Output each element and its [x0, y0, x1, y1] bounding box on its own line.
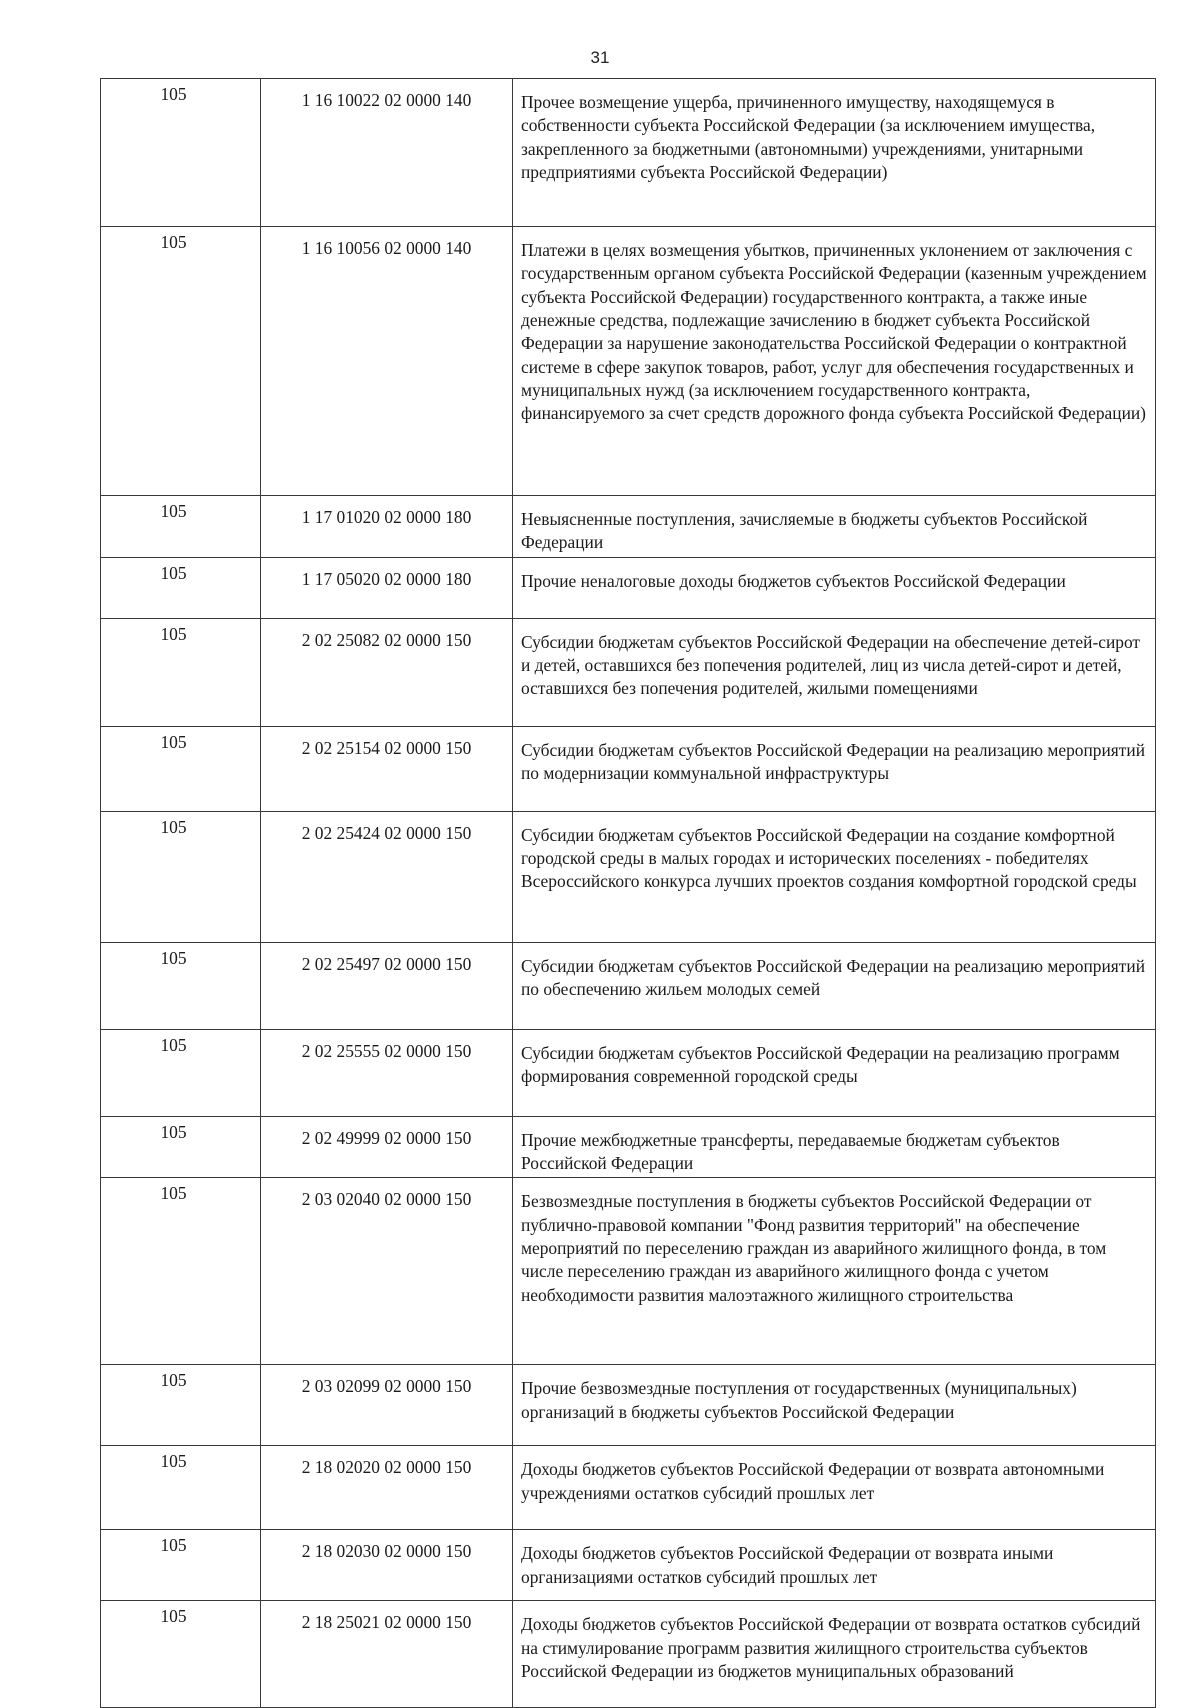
description-cell: Прочие межбюджетные трансферты, передаваемые бюджетам субъектов Российской Федерации	[513, 1116, 1156, 1178]
budget-code-cell: 1 16 10056 02 0000 140	[261, 227, 513, 496]
budget-code-cell: 2 02 25497 02 0000 150	[261, 942, 513, 1029]
admin-code-cell: 105	[101, 1601, 261, 1708]
admin-code-cell: 105	[101, 726, 261, 811]
admin-code-cell: 105	[101, 1178, 261, 1365]
admin-code-cell: 105	[101, 618, 261, 726]
budget-code-cell: 2 03 02099 02 0000 150	[261, 1365, 513, 1446]
budget-code-cell: 2 18 02030 02 0000 150	[261, 1530, 513, 1601]
table-row	[101, 1178, 1156, 1365]
description-cell: Прочие неналоговые доходы бюджетов субъектов Российской Федерации	[513, 557, 1156, 618]
budget-code-cell: 1 17 01020 02 0000 180	[261, 496, 513, 558]
admin-code-cell: 105	[101, 557, 261, 618]
page-number: 31	[590, 48, 610, 67]
budget-code-cell: 2 02 25555 02 0000 150	[261, 1029, 513, 1116]
table-row	[101, 1029, 1156, 1116]
budget-code-cell: 2 02 49999 02 0000 150	[261, 1116, 513, 1178]
table-row	[101, 496, 1156, 558]
description-cell: Субсидии бюджетам субъектов Российской Федерации на обеспечение детей-сирот и детей, оставшихся без попечения родителей, лиц из числа детей-сирот и детей, оставшихся без попечения родителей, жилыми помещениями	[513, 618, 1156, 726]
table-row	[101, 557, 1156, 618]
table-row	[101, 1116, 1156, 1178]
description-cell: Субсидии бюджетам субъектов Российской Федерации на реализацию программ формирования современной городской среды	[513, 1029, 1156, 1116]
admin-code-cell: 105	[101, 1116, 261, 1178]
admin-code-cell: 105	[101, 496, 261, 558]
admin-code-cell: 105	[101, 1530, 261, 1601]
description-cell: Субсидии бюджетам субъектов Российской Федерации на реализацию мероприятий по модернизации коммунальной инфраструктуры	[513, 726, 1156, 811]
description-cell: Платежи в целях возмещения убытков, причиненных уклонением от заключения с государственным органом субъекта Российской Федерации (казенным учреждением субъекта Российской Федерации) государственного контракта, а также иные денежные средства, подлежащие зачислению в бюджет субъекта Российской Федерации за нарушение законодательства Российской Федерации о контрактной системе в сфере закупок товаров, работ, услуг для обеспечения государственных и муниципальных нужд (за исключением государственного контракта, финансируемого за счет средств дорожного фонда субъекта Российской Федерации)	[513, 227, 1156, 496]
table-row	[101, 942, 1156, 1029]
budget-code-cell: 2 03 02040 02 0000 150	[261, 1178, 513, 1365]
budget-code-cell: 2 02 25082 02 0000 150	[261, 618, 513, 726]
admin-code-cell: 105	[101, 1446, 261, 1530]
budget-code-cell: 1 16 10022 02 0000 140	[261, 79, 513, 227]
revenue-codes-table	[100, 78, 1156, 1708]
table-row	[101, 1530, 1156, 1601]
budget-code-cell: 2 02 25424 02 0000 150	[261, 811, 513, 942]
description-cell: Субсидии бюджетам субъектов Российской Федерации на создание комфортной городской среды в малых городах и исторических поселениях - победителях Всероссийского конкурса лучших проектов создания комфортной городской среды	[513, 811, 1156, 942]
description-cell: Доходы бюджетов субъектов Российской Федерации от возврата остатков субсидий на стимулирование программ развития жилищного строительства субъектов Российской Федерации из бюджетов муниципальных образований	[513, 1601, 1156, 1708]
table-row	[101, 227, 1156, 496]
budget-code-cell: 1 17 05020 02 0000 180	[261, 557, 513, 618]
table-row	[101, 1446, 1156, 1530]
budget-code-cell: 2 18 25021 02 0000 150	[261, 1601, 513, 1708]
table-row	[101, 1365, 1156, 1446]
table-row	[101, 79, 1156, 227]
admin-code-cell: 105	[101, 811, 261, 942]
budget-code-cell: 2 18 02020 02 0000 150	[261, 1446, 513, 1530]
description-cell: Невыясненные поступления, зачисляемые в бюджеты субъектов Российской Федерации	[513, 496, 1156, 558]
description-cell: Прочие безвозмездные поступления от государственных (муниципальных) организаций в бюджеты субъектов Российской Федерации	[513, 1365, 1156, 1446]
admin-code-cell: 105	[101, 1365, 261, 1446]
description-cell: Безвозмездные поступления в бюджеты субъектов Российской Федерации от публично-правовой компании "Фонд развития территорий" на обеспечение мероприятий по переселению граждан из аварийного жилищного фонда, в том числе переселению граждан из аварийного жилищного фонда с учетом необходимости развития малоэтажного жилищного строительства	[513, 1178, 1156, 1365]
description-cell: Доходы бюджетов субъектов Российской Федерации от возврата автономными учреждениями остатков субсидий прошлых лет	[513, 1446, 1156, 1530]
table-row	[101, 1601, 1156, 1708]
budget-code-cell: 2 02 25154 02 0000 150	[261, 726, 513, 811]
admin-code-cell: 105	[101, 227, 261, 496]
admin-code-cell: 105	[101, 1029, 261, 1116]
description-cell: Субсидии бюджетам субъектов Российской Федерации на реализацию мероприятий по обеспечению жильем молодых семей	[513, 942, 1156, 1029]
table-row	[101, 726, 1156, 811]
admin-code-cell: 105	[101, 942, 261, 1029]
description-cell: Прочее возмещение ущерба, причиненного имуществу, находящемуся в собственности субъекта Российской Федерации (за исключением имущества, закрепленного за бюджетными (автономными) учреждениями, унитарными предприятиями субъекта Российской Федерации)	[513, 79, 1156, 227]
description-cell: Доходы бюджетов субъектов Российской Федерации от возврата иными организациями остатков субсидий прошлых лет	[513, 1530, 1156, 1601]
table-row	[101, 811, 1156, 942]
admin-code-cell: 105	[101, 79, 261, 227]
table-row	[101, 618, 1156, 726]
